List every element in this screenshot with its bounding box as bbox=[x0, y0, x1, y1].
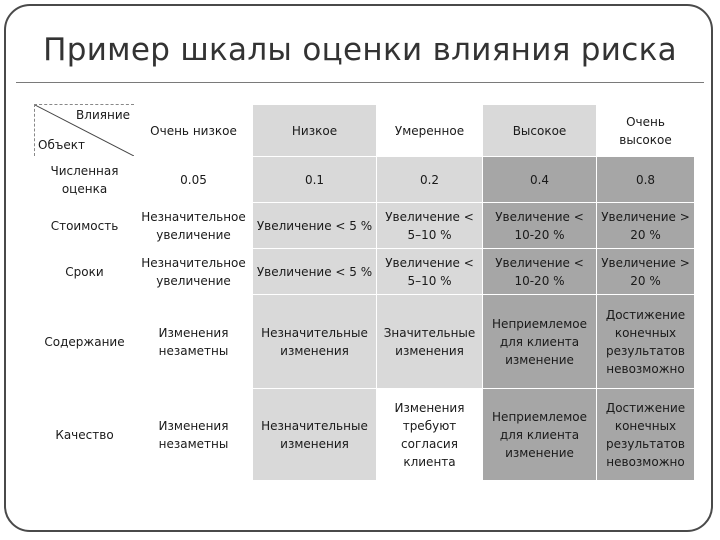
table-cell: Изменения требуют согласия клиента bbox=[377, 389, 483, 481]
table-row bbox=[35, 157, 695, 203]
table-cell: 0.2 bbox=[377, 157, 483, 203]
row-header: Численная оценка bbox=[35, 157, 135, 203]
row-header: Сроки bbox=[35, 249, 135, 295]
column-header: Очень высокое bbox=[597, 105, 695, 157]
table-cell: Увеличение < 5 % bbox=[253, 203, 377, 249]
table-cell: Незначительное увеличение bbox=[135, 249, 253, 295]
table-cell: Увеличение < 5–10 % bbox=[377, 249, 483, 295]
slide-title: Пример шкалы оценки влияния риска bbox=[43, 32, 677, 68]
title-divider bbox=[16, 82, 704, 97]
table-cell: Изменения незаметны bbox=[135, 295, 253, 389]
table-cell: 0.05 bbox=[135, 157, 253, 203]
table-cell: Незначительное увеличение bbox=[135, 203, 253, 249]
table-cell: Увеличение < 5–10 % bbox=[377, 203, 483, 249]
table-cell: 0.1 bbox=[253, 157, 377, 203]
row-header: Содержание bbox=[35, 295, 135, 389]
column-header: Низкое bbox=[253, 105, 377, 157]
table-cell: Увеличение > 20 % bbox=[597, 249, 695, 295]
table-cell: Неприемлемое для клиента изменение bbox=[483, 295, 597, 389]
column-header: Умеренное bbox=[377, 105, 483, 157]
column-header: Очень низкое bbox=[135, 105, 253, 157]
table-cell: Увеличение > 20 % bbox=[597, 203, 695, 249]
column-header: Высокое bbox=[483, 105, 597, 157]
table-cell: Увеличение < 5 % bbox=[253, 249, 377, 295]
row-header: Качество bbox=[35, 389, 135, 481]
table-cell: Значительные изменения bbox=[377, 295, 483, 389]
corner-label-object: Объект bbox=[38, 138, 85, 152]
table-cell: Неприемлемое для клиента изменение bbox=[483, 389, 597, 481]
corner-label-impact: Влияние bbox=[76, 108, 130, 122]
risk-impact-table bbox=[34, 104, 695, 481]
table-cell: Достижение конечных результатов невозможно bbox=[597, 389, 695, 481]
table-cell: Незначительные изменения bbox=[253, 295, 377, 389]
table-row bbox=[35, 389, 695, 481]
table-cell: Изменения незаметны bbox=[135, 389, 253, 481]
table-cell: Увеличение < 10-20 % bbox=[483, 249, 597, 295]
table-cell: Увеличение < 10-20 % bbox=[483, 203, 597, 249]
table-row bbox=[35, 249, 695, 295]
table-cell: 0.4 bbox=[483, 157, 597, 203]
table-row bbox=[35, 203, 695, 249]
table-cell: 0.8 bbox=[597, 157, 695, 203]
table-row bbox=[35, 295, 695, 389]
header-row bbox=[35, 105, 695, 157]
row-header: Стоимость bbox=[35, 203, 135, 249]
table-cell: Незначительные изменения bbox=[253, 389, 377, 481]
table-cell: Достижение конечных результатов невозможно bbox=[597, 295, 695, 389]
corner-header-cell bbox=[35, 105, 135, 157]
